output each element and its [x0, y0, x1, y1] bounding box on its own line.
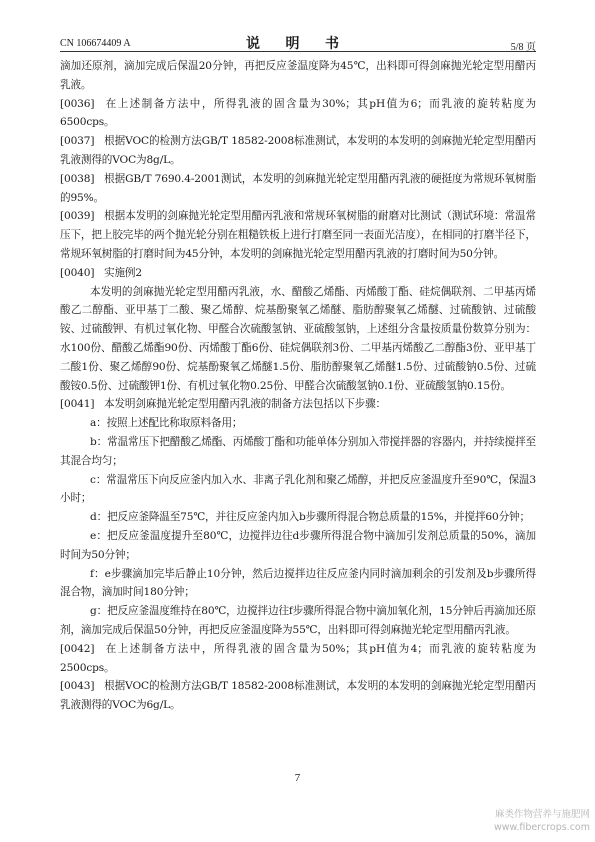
- paragraph-number: [0038]: [60, 172, 95, 185]
- step-d: d：把反应釜降温至75℃，并往反应釜内加入b步骤所得混合物总质量的15%，并搅拌60分钟；: [90, 511, 530, 524]
- paragraph-number: [0039]: [60, 210, 95, 223]
- paragraph-number: [0036]: [60, 97, 95, 110]
- paragraph-0038: [0038] 根据GB/T 7690.4-2001测试，本发明的剑麻抛光轮定型用醋丙乳液的硬挺度为常规环氧树脂的95%。: [60, 170, 536, 208]
- paragraph-number: [0037]: [60, 135, 95, 148]
- publication-number: CN 106674409 A: [60, 38, 131, 49]
- paragraph-0039: [0039] 根据本发明的剑麻抛光轮定型用醋丙乳液和常规环氧树脂的耐磨对比测试（测试环境：常温常压下，把上胶完毕的两个抛光轮分别在粗糙铁板上进行打磨至同一表面光洁度），在相同的打磨半径下，常规环氧树脂的打磨时间为45分钟，本发明的剑麻抛光轮定型用醋丙乳液的打磨时间为50分钟。: [60, 207, 536, 263]
- page-number: 7: [294, 772, 301, 784]
- step-e: e：把反应釜温度提升至80℃，边搅拌边往d步骤所得混合物中滴加引发剂总质量的50%，滴加时间为50分钟；: [60, 529, 536, 561]
- paragraph-0041: [0041] 本发明剑麻抛光轮定型用醋丙乳液的制备方法包括以下步骤：: [60, 395, 536, 414]
- page-index: 5/8 页: [510, 42, 536, 53]
- document-body: [60, 57, 536, 715]
- paragraph-0043: [0043] 根据VOC的检测方法GB/T 18582-2008标准测试，本发明的本发明的剑麻抛光轮定型用醋丙乳液测得的VOC为6g/L。: [60, 677, 536, 715]
- paragraph-0036: [0036] 在上述制备方法中，所得乳液的固含量为30%；其pH值为6；而乳液的旋转粘度为6500cps。: [60, 95, 536, 133]
- section-heading: 实施例2: [104, 266, 142, 279]
- step-f: f：e步骤滴加完毕后静止10分钟，然后边搅拌边往反应釜内同时滴加剩余的引发剂及b步骤所得混合物，滴加时间180分钟；: [60, 567, 536, 599]
- step-b: b：常温常压下把醋酸乙烯酯、丙烯酸丁酯和功能单体分别加入带搅拌器的容器内，并持续搅拌至其混合均匀；: [60, 435, 536, 467]
- paragraph-number: [0040]: [60, 266, 95, 279]
- paragraph-number: [0041]: [60, 398, 95, 411]
- document-title: 说 明 书: [246, 37, 350, 52]
- paragraph-0040: [60, 264, 536, 283]
- watermark: [455, 808, 590, 834]
- page-header: [60, 33, 536, 52]
- paragraph-number: [0042]: [60, 642, 95, 655]
- step-g: g：把反应釜温度维持在80℃，边搅拌边往f步骤所得混合物中滴加氧化剂，15分钟后再滴加还原剂，滴加完成后保温50分钟，再把反应釜温度降为55℃，出料即可得剑麻抛光轮定型用醋丙乳液。: [60, 605, 536, 636]
- paragraph-composition: 本发明的剑麻抛光轮定型用醋丙乳液，水、醋酸乙烯酯、丙烯酸丁酯、硅烷偶联剂、二甲基丙烯酸乙二醇酯、亚甲基丁二酸、聚乙烯醇、烷基酚聚氧乙烯醚、脂肪醇聚氧乙烯醚、过硫酸钠、过硫酸铵、过硫酸钾、有机过氧化物、甲醛合次硫酸氢钠、亚硫酸氢钠，上述组分含量按质量份数算分别为：水100份、醋酸乙烯酯90份、丙烯酸丁酯6份、硅烷偶联剂3份、二甲基丙烯酸乙二醇酯3份、亚甲基丁二酸1份、聚乙烯醇90份、烷基酚聚氧乙烯醚1.5份、脂肪醇聚氧乙烯醚1.5份、过硫酸钠0.5份、过硫酸铵0.5份、过硫酸钾1份、有机过氧化物0.25份、甲醛合次硫酸氢钠0.1份、亚硫酸氢钠0.15份。: [60, 285, 536, 392]
- step-c: c：常温常压下向反应釜内加入水、非离子乳化剂和聚乙烯醇，并把反应釜温度升至90℃，保温3小时；: [60, 473, 536, 505]
- paragraph-continuation: 滴加还原剂，滴加完成后保温20分钟，再把反应釜温度降为45℃，出料即可得剑麻抛光轮定型用醋丙乳液。: [60, 60, 536, 91]
- watermark-url: www.fibercrops.com: [493, 822, 590, 833]
- paragraph-0037: [0037] 根据VOC的检测方法GB/T 18582-2008标准测试，本发明的本发明的剑麻抛光轮定型用醋丙乳液测得的VOC为8g/L。: [60, 132, 536, 170]
- watermark-name: 麻类作物营养与施肥网: [494, 809, 590, 820]
- paragraph-0042: [0042] 在上述制备方法中，所得乳液的固含量为50%；其pH值为4；而乳液的旋转粘度为2500cps。: [60, 640, 536, 678]
- step-a: a：按照上述配比称取原料备用；: [90, 417, 243, 430]
- paragraph-number: [0043]: [60, 680, 95, 693]
